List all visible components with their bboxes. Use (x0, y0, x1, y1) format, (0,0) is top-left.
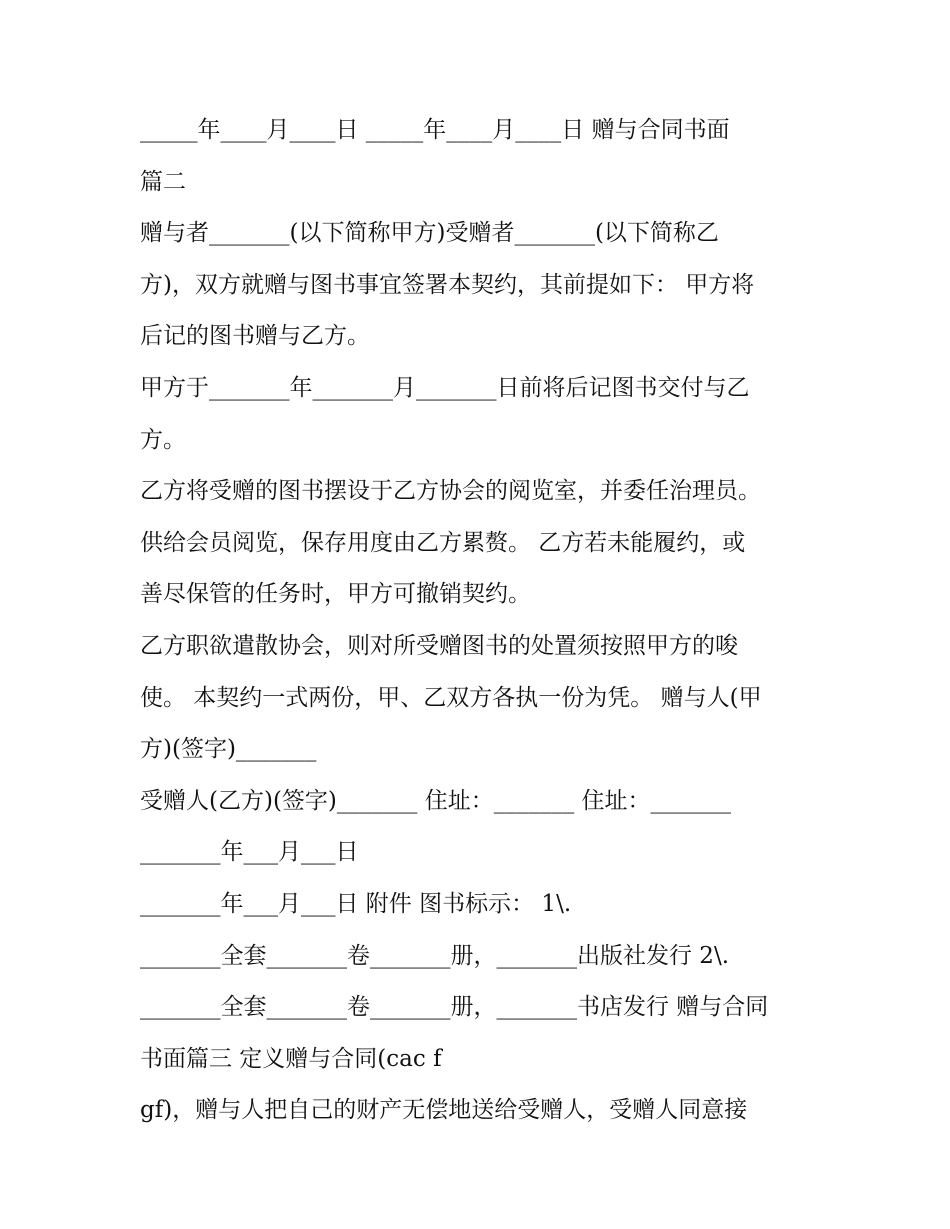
text-line: _______全套_______卷_______册，_______出版社发行 2\. (140, 942, 730, 969)
document-body (140, 107, 820, 1139)
text-line: 方。 (140, 426, 186, 453)
text-line: 供给会员阅览，保存用度由乙方累赘。 乙方若未能履约，或 (140, 529, 746, 556)
text-line: 方)(签字)_______ (140, 736, 317, 763)
text-line: 善尽保管的任务时，甲方可撤销契约。 (140, 581, 531, 608)
text-line: 受赠人(乙方)(签字)_______ 住址：_______ 住址：_______ (140, 787, 732, 814)
text-line: 篇二 (140, 168, 186, 195)
text-line: 乙方将受赠的图书摆设于乙方协会的阅览室，并委任治理员。 (140, 478, 761, 505)
text-line: 使。 本契约一式两份，甲、乙双方各执一份为凭。 赠与人(甲 (140, 684, 762, 711)
text-line: 赠与者_______(以下简称甲方)受赠者_______(以下简称乙 (140, 220, 719, 247)
text-line: 乙方职欲遣散协会，则对所受赠图书的处置须按照甲方的唆 (140, 632, 738, 659)
text-line: 甲方于_______年_______月_______日前将后记图书交付与乙 (140, 374, 750, 401)
text-line: _____年____月____日 _____年____月____日 赠与合同书面 (140, 117, 730, 143)
text-line: _______全套_______卷_______册，_______书店发行 赠与合同 (140, 994, 769, 1021)
text-line: 后记的图书赠与乙方。 (140, 323, 370, 350)
text-line: _______年___月___日 附件 图书标示： 1\. (140, 890, 572, 917)
text-line: _______年___月___日 (140, 839, 359, 866)
text-line: 方)，双方就赠与图书事宜签署本契约，其前提如下： 甲方将 (140, 271, 755, 298)
text-line: gf)，赠与人把自己的财产无偿地送给受赠人，受赠人同意接 (140, 1097, 748, 1124)
text-line: 书面篇三 定义赠与合同(cac f (140, 1045, 442, 1072)
